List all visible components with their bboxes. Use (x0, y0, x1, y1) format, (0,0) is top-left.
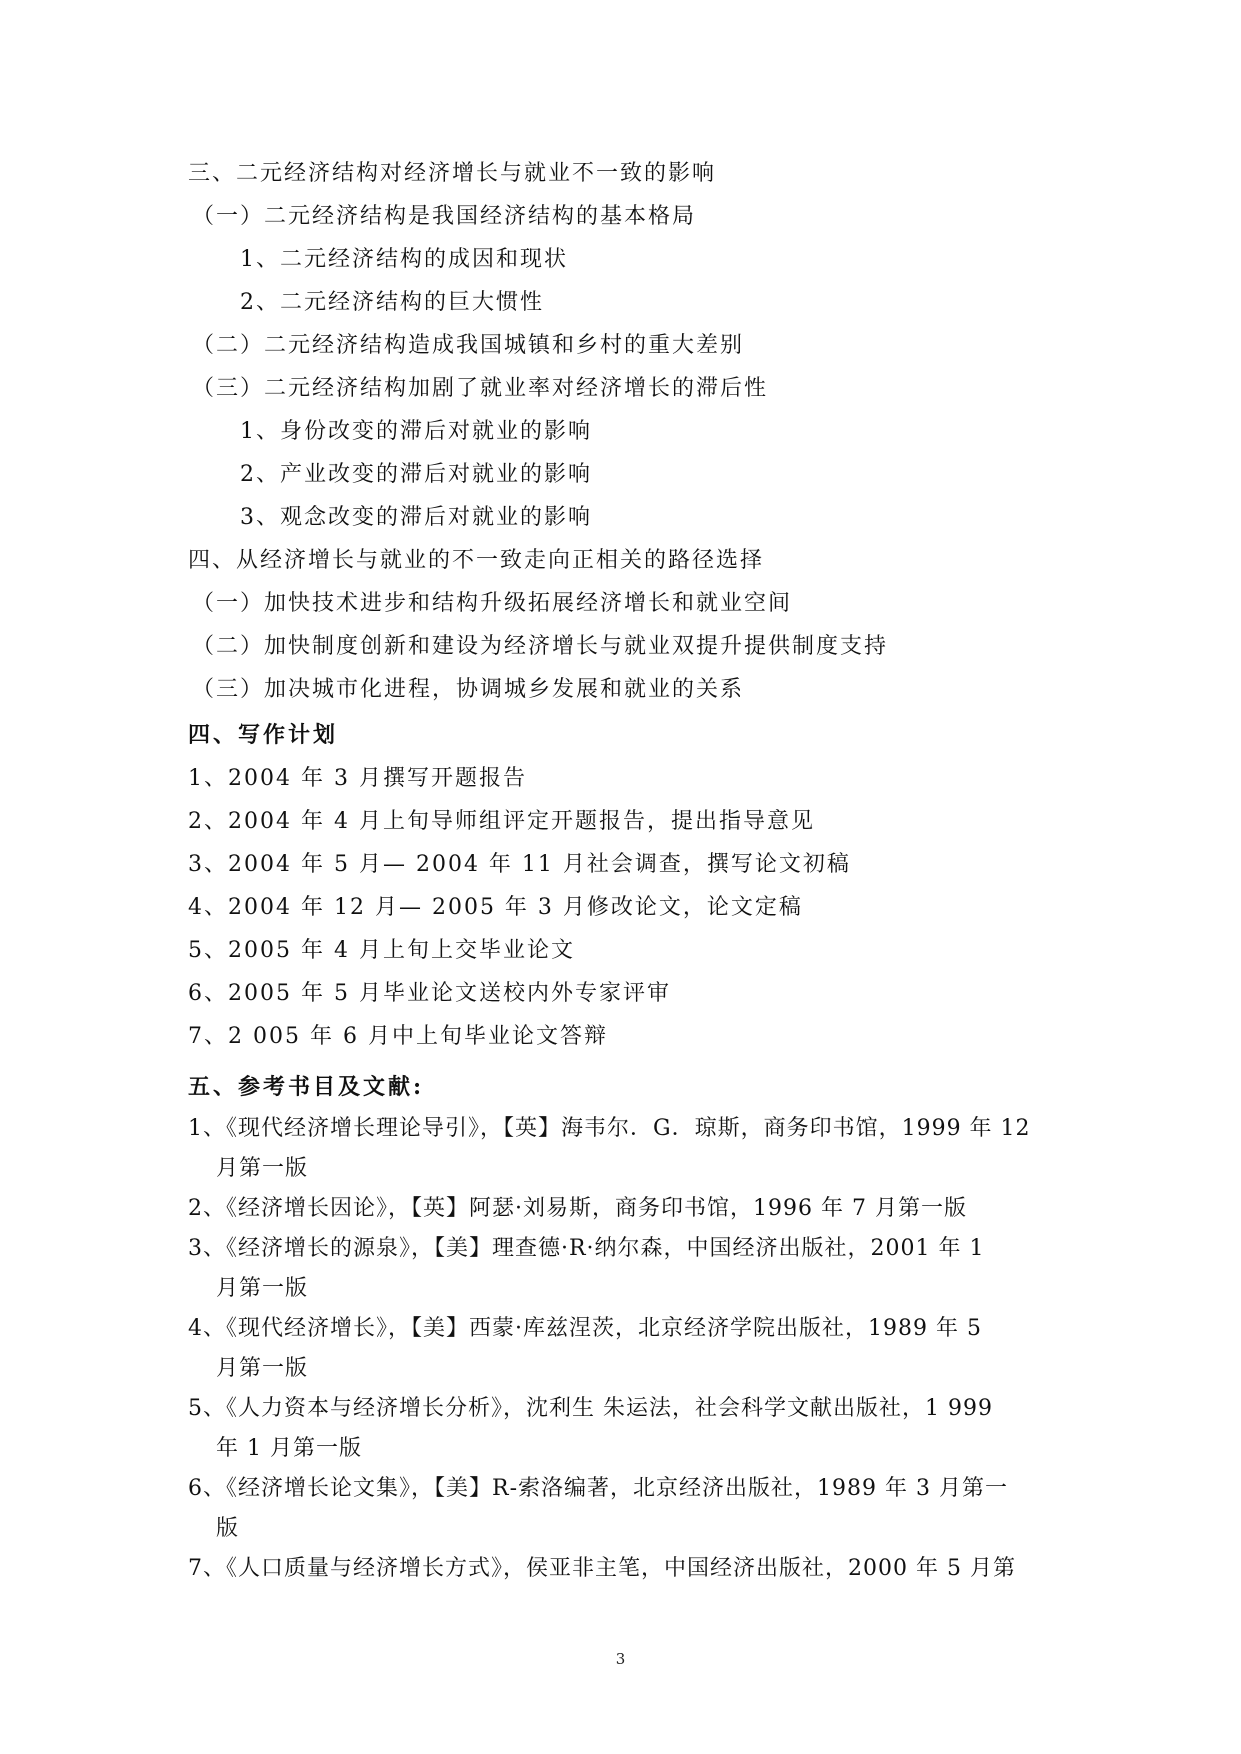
plan-item: 7、2 005 年 6 月中上旬毕业论文答辩 (188, 1024, 608, 1049)
outline-line: （二）二元经济结构造成我国城镇和乡村的重大差别 (192, 333, 745, 358)
reference-line: 4、《现代经济增长》，【美】西蒙·库兹涅茨，北京经济学院出版社，1989 年 5 (188, 1316, 982, 1341)
reference-continuation: 版 (216, 1516, 240, 1541)
writing-plan-section (188, 714, 1068, 1058)
outline-line: 2、二元经济结构的巨大惯性 (240, 290, 544, 315)
reference-continuation: 年 1 月第一版 (216, 1436, 362, 1461)
reference-item (188, 1389, 1068, 1469)
outline-section (188, 152, 1068, 711)
reference-continuation: 月第一版 (216, 1276, 309, 1301)
outline-line: 1、身份改变的滞后对就业的影响 (240, 419, 592, 444)
plan-item: 4、2004 年 12 月— 2005 年 3 月修改论文，论文定稿 (188, 895, 803, 920)
outline-line: （二）加快制度创新和建设为经济增长与就业双提升提供制度支持 (192, 634, 889, 659)
outline-line: （一）二元经济结构是我国经济结构的基本格局 (192, 204, 697, 229)
plan-item: 6、2005 年 5 月毕业论文送校内外专家评审 (188, 981, 671, 1006)
page-content (188, 152, 1068, 1589)
outline-line: （一）加快技术进步和结构升级拓展经济增长和就业空间 (192, 591, 793, 616)
reference-line: 5、《人力资本与经济增长分析》，沈利生 朱运法，社会科学文献出版社，1 999 (188, 1396, 993, 1421)
writing-plan-heading: 四、写作计划 (188, 722, 339, 748)
plan-item: 2、2004 年 4 月上旬导师组评定开题报告，提出指导意见 (188, 809, 815, 834)
page-number: 3 (615, 1650, 626, 1668)
outline-line: 3、观念改变的滞后对就业的影响 (240, 505, 592, 530)
outline-line: 2、产业改变的滞后对就业的影响 (240, 462, 592, 487)
outline-line: 三、二元经济结构对经济增长与就业不一致的影响 (188, 161, 717, 186)
reference-line: 1、《现代经济增长理论导引》，【英】海韦尔．G．琼斯，商务印书馆，1999 年 12 (188, 1116, 1031, 1141)
reference-line: 2、《经济增长因论》，【英】阿瑟·刘易斯，商务印书馆，1996 年 7 月第一版 (188, 1196, 967, 1221)
reference-line: 7、《人口质量与经济增长方式》，侯亚非主笔，中国经济出版社，2000 年 5 月第 (188, 1556, 1016, 1581)
outline-line: 1、二元经济结构的成因和现状 (240, 247, 568, 272)
reference-continuation: 月第一版 (216, 1356, 309, 1381)
reference-item (188, 1109, 1068, 1189)
reference-item (188, 1549, 1068, 1589)
plan-item: 5、2005 年 4 月上旬上交毕业论文 (188, 938, 575, 963)
outline-line: 四、从经济增长与就业的不一致走向正相关的路径选择 (188, 548, 765, 573)
plan-item: 1、2004 年 3 月撰写开题报告 (188, 766, 527, 791)
reference-line: 6、《经济增长论文集》，【美】R-索洛编著，北京经济出版社，1989 年 3 月第一 (188, 1476, 1008, 1501)
reference-item (188, 1189, 1068, 1229)
reference-line: 3、《经济增长的源泉》，【美】理查德·R·纳尔森，中国经济出版社，2001 年 1 (188, 1236, 985, 1261)
reference-continuation: 月第一版 (216, 1156, 309, 1181)
references-heading: 五、参考书目及文献: (188, 1074, 425, 1100)
outline-line: （三）二元经济结构加剧了就业率对经济增长的滞后性 (192, 376, 769, 401)
reference-item (188, 1309, 1068, 1389)
references-section (188, 1066, 1068, 1589)
reference-item (188, 1229, 1068, 1309)
reference-item (188, 1469, 1068, 1549)
outline-line: （三）加决城市化进程，协调城乡发展和就业的关系 (192, 677, 745, 702)
plan-item: 3、2004 年 5 月— 2004 年 11 月社会调查，撰写论文初稿 (188, 852, 851, 877)
